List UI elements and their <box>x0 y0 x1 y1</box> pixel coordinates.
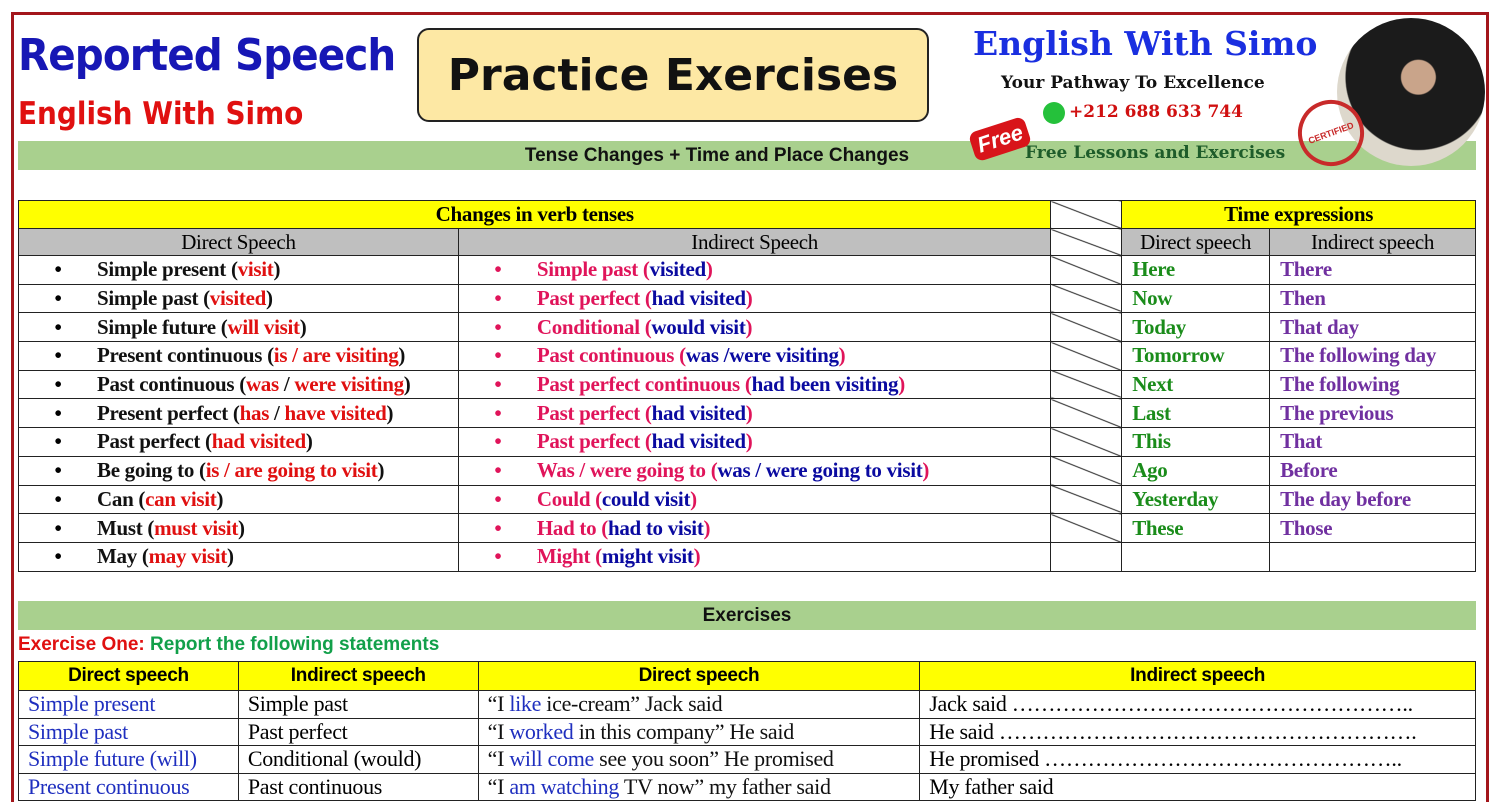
logo-lessons: Free Lessons and Exercises <box>1025 143 1286 163</box>
text-segment: will visit <box>227 314 300 339</box>
text-segment: had visited <box>211 429 306 454</box>
time-direct-cell <box>1122 542 1270 571</box>
diagonal-cell <box>1051 456 1122 485</box>
bullet-icon: • <box>494 544 502 569</box>
indirect-header: Indirect Speech <box>458 229 1051 256</box>
text-segment: ) <box>386 400 394 425</box>
time-indirect-cell: The following day <box>1270 342 1476 371</box>
diagonal-cell <box>1051 370 1122 399</box>
ex-indirect-tense: Past continuous <box>238 773 478 801</box>
direct-tense-cell <box>19 370 459 399</box>
text-segment: is / are going to visit <box>205 458 378 483</box>
text-segment: ) <box>403 372 411 397</box>
text-segment: ) <box>398 343 406 368</box>
text-segment: ) <box>216 486 224 511</box>
diagonal-cell <box>1051 428 1122 457</box>
text-segment: ) <box>838 343 846 368</box>
text-segment: ) <box>898 372 905 397</box>
time-table-title: Time expressions <box>1122 201 1476 229</box>
exercise-row <box>19 691 1476 719</box>
text-segment: like <box>509 691 542 717</box>
time-indirect-cell: The following <box>1270 370 1476 399</box>
free-badge: Free <box>968 116 1033 163</box>
text-segment: Be going to ( <box>97 458 206 483</box>
text-segment: ) <box>226 544 234 569</box>
text-segment: had visited <box>651 429 746 454</box>
direct-tense-cell <box>19 284 459 313</box>
ex-header-indirect: Indirect speech <box>238 662 478 691</box>
text-segment: Present perfect ( <box>97 400 240 425</box>
certified-seal-icon: CERTIFIED <box>1289 91 1374 176</box>
time-indirect-cell: There <box>1270 256 1476 285</box>
bullet-icon: • <box>494 286 502 311</box>
text-segment: will come <box>509 746 594 772</box>
text-segment: ) <box>266 286 273 311</box>
bullet-icon: • <box>54 286 62 311</box>
diagonal-cell <box>1051 399 1122 428</box>
time-direct-cell: Today <box>1122 313 1270 342</box>
indirect-tense-cell <box>458 256 1051 285</box>
bullet-icon: • <box>54 372 62 397</box>
text-segment: worked <box>509 718 574 744</box>
ex-direct-tense: Simple future (will) <box>19 746 239 774</box>
bullet-icon: • <box>494 400 502 425</box>
text-segment: / <box>269 400 285 425</box>
text-segment: ) <box>299 314 307 339</box>
text-segment: ) <box>377 458 385 483</box>
page-title: Reported Speech <box>18 30 396 81</box>
text-segment: Present continuous ( <box>97 343 274 368</box>
text-segment: Past perfect continuous ( <box>536 372 752 397</box>
text-segment: May ( <box>97 544 149 569</box>
time-direct-cell: These <box>1122 514 1270 543</box>
ex-direct-sentence <box>478 773 920 801</box>
exercise-row <box>19 773 1476 801</box>
ex-header-indirect-sentence: Indirect speech <box>920 662 1476 691</box>
text-segment: Must ( <box>97 515 155 540</box>
text-segment: ) <box>693 544 701 569</box>
ex-direct-sentence <box>478 691 920 719</box>
bullet-icon: • <box>494 458 502 483</box>
text-segment: ) <box>745 314 753 339</box>
time-direct-header: Direct speech <box>1122 229 1270 256</box>
text-segment: had been visiting <box>751 372 899 397</box>
text-segment: Could ( <box>536 486 602 511</box>
bullet-icon: • <box>494 486 502 511</box>
bullet-icon: • <box>494 343 502 368</box>
time-direct-cell: Yesterday <box>1122 485 1270 514</box>
indirect-tense-cell <box>458 313 1051 342</box>
text-segment: ice-cream” Jack said <box>541 691 723 717</box>
time-direct-cell: Ago <box>1122 456 1270 485</box>
text-segment: ) <box>690 486 697 511</box>
tense-row <box>19 514 1476 543</box>
time-indirect-cell: Then <box>1270 284 1476 313</box>
time-indirect-cell: Before <box>1270 456 1476 485</box>
verb-tense-table <box>18 200 1476 572</box>
text-segment: Past perfect ( <box>536 429 652 454</box>
text-segment: in this company” He said <box>573 718 794 744</box>
indirect-tense-cell <box>458 485 1051 514</box>
text-segment: ) <box>305 429 313 454</box>
text-segment: Past perfect ( <box>536 400 652 425</box>
topic-bar: Tense Changes + Time and Place Changes <box>18 141 1476 170</box>
text-segment: visited <box>209 286 267 311</box>
text-segment: ) <box>705 257 713 282</box>
diagonal-cell <box>1051 201 1122 229</box>
time-direct-cell: Tomorrow <box>1122 342 1270 371</box>
bullet-icon: • <box>494 429 502 454</box>
time-indirect-cell: That <box>1270 428 1476 457</box>
ex-header-direct-sentence: Direct speech <box>478 662 920 691</box>
exercise-number: Exercise One: <box>18 634 145 655</box>
exercise-instruction: Report the following statements <box>144 634 440 655</box>
bullet-icon: • <box>54 343 62 368</box>
time-direct-cell: Now <box>1122 284 1270 313</box>
text-segment: was / were going to visit <box>717 458 923 483</box>
logo-tagline: Your Pathway To Excellence <box>1001 73 1265 93</box>
text-segment: ) <box>745 429 753 454</box>
bullet-icon: • <box>54 429 62 454</box>
exercises-bar: Exercises <box>18 601 1476 630</box>
text-segment: ) <box>745 400 753 425</box>
text-segment: visit <box>237 257 274 282</box>
text-segment: would visit <box>651 314 746 339</box>
tense-row <box>19 370 1476 399</box>
ex-direct-tense: Simple present <box>19 691 239 719</box>
text-segment: see you soon” He promised <box>593 746 834 772</box>
text-segment: Might ( <box>536 544 602 569</box>
diagonal-cell <box>1051 284 1122 313</box>
indirect-tense-cell <box>458 514 1051 543</box>
bullet-icon: • <box>494 372 502 397</box>
diagonal-cell <box>1051 514 1122 543</box>
text-segment: is / are visiting <box>273 343 399 368</box>
time-indirect-cell: That day <box>1270 313 1476 342</box>
page-subtitle: English With Simo <box>18 96 304 132</box>
ex-direct-sentence <box>478 718 920 746</box>
text-segment: can visit <box>145 486 217 511</box>
diagonal-cell <box>1051 313 1122 342</box>
time-indirect-cell: The previous <box>1270 399 1476 428</box>
bullet-icon: • <box>54 314 62 339</box>
tense-row <box>19 456 1476 485</box>
bullet-icon: • <box>54 257 62 282</box>
text-segment: Can ( <box>97 486 146 511</box>
direct-tense-cell <box>19 542 459 571</box>
text-segment: “I <box>487 773 510 799</box>
exercise-one-label <box>18 634 439 656</box>
text-segment: ) <box>703 515 711 540</box>
logo-name: English With Simo <box>973 24 1318 63</box>
bullet-icon: • <box>54 515 62 540</box>
text-segment: was <box>245 372 279 397</box>
time-indirect-cell: Those <box>1270 514 1476 543</box>
diagonal-cell <box>1051 229 1122 256</box>
ex-direct-tense: Present continuous <box>19 773 239 801</box>
diagonal-cell <box>1051 256 1122 285</box>
text-segment: had visited <box>651 286 746 311</box>
ex-answer-line: Jack said ……………………………………………….. <box>920 691 1476 719</box>
indirect-tense-cell <box>458 542 1051 571</box>
exercise-row <box>19 746 1476 774</box>
indirect-tense-cell <box>458 284 1051 313</box>
ex-direct-tense: Simple past <box>19 718 239 746</box>
diagonal-cell <box>1051 342 1122 371</box>
text-segment: “I <box>487 746 510 772</box>
bullet-icon: • <box>54 544 62 569</box>
indirect-tense-cell <box>458 428 1051 457</box>
exercise-row <box>19 718 1476 746</box>
direct-header: Direct Speech <box>19 229 459 256</box>
text-segment: has <box>239 400 270 425</box>
text-segment: had to visit <box>607 515 704 540</box>
ex-answer-line: My father said <box>920 773 1476 801</box>
indirect-tense-cell <box>458 370 1051 399</box>
ex-answer-line: He said …………………………………………………. <box>920 718 1476 746</box>
tense-row <box>19 428 1476 457</box>
diagonal-cell <box>1051 485 1122 514</box>
text-segment: could visit <box>601 486 691 511</box>
text-segment: Simple past ( <box>97 286 210 311</box>
time-direct-cell: Last <box>1122 399 1270 428</box>
text-segment: “I <box>487 691 510 717</box>
text-segment: / <box>278 372 295 397</box>
text-segment: Was / were going to ( <box>536 458 718 483</box>
indirect-tense-cell <box>458 456 1051 485</box>
direct-tense-cell <box>19 342 459 371</box>
ex-answer-line: He promised ………………………………………….. <box>920 746 1476 774</box>
bullet-icon: • <box>494 257 502 282</box>
practice-exercises-banner: Practice Exercises <box>417 28 929 122</box>
text-segment: ) <box>745 286 753 311</box>
text-segment: Past continuous ( <box>536 343 686 368</box>
tense-table-title: Changes in verb tenses <box>19 201 1051 229</box>
text-segment: Simple past ( <box>536 257 650 282</box>
time-direct-cell: Next <box>1122 370 1270 399</box>
bullet-icon: • <box>54 486 62 511</box>
direct-tense-cell <box>19 313 459 342</box>
ex-direct-sentence <box>478 746 920 774</box>
brand-logo <box>965 18 1485 170</box>
text-segment: ) <box>238 515 245 540</box>
text-segment: might visit <box>601 544 694 569</box>
direct-tense-cell <box>19 485 459 514</box>
time-indirect-cell <box>1270 542 1476 571</box>
tense-row <box>19 256 1476 285</box>
text-segment: Had to ( <box>536 515 608 540</box>
text-segment: visited <box>649 257 706 282</box>
ex-header-direct: Direct speech <box>19 662 239 691</box>
time-indirect-cell: The day before <box>1270 485 1476 514</box>
text-segment: have visited <box>284 400 387 425</box>
text-segment: TV now” my father said <box>619 773 831 799</box>
bullet-icon: • <box>494 314 502 339</box>
direct-tense-cell <box>19 456 459 485</box>
ex-indirect-tense: Past perfect <box>238 718 478 746</box>
direct-tense-cell <box>19 399 459 428</box>
text-segment: Simple future ( <box>97 314 228 339</box>
bullet-icon: • <box>54 400 62 425</box>
text-segment: Simple present ( <box>97 257 238 282</box>
exercise-table <box>18 661 1476 801</box>
indirect-tense-cell <box>458 399 1051 428</box>
time-direct-cell: This <box>1122 428 1270 457</box>
text-segment: Conditional ( <box>536 314 652 339</box>
indirect-tense-cell <box>458 342 1051 371</box>
text-segment: had visited <box>651 400 746 425</box>
tense-row <box>19 313 1476 342</box>
tense-row <box>19 342 1476 371</box>
time-direct-cell: Here <box>1122 256 1270 285</box>
direct-tense-cell <box>19 514 459 543</box>
ex-indirect-tense: Simple past <box>238 691 478 719</box>
ex-indirect-tense: Conditional (would) <box>238 746 478 774</box>
text-segment: may visit <box>148 544 227 569</box>
whatsapp-icon <box>1043 102 1065 124</box>
diagonal-cell <box>1051 542 1122 571</box>
bullet-icon: • <box>54 458 62 483</box>
tense-row <box>19 399 1476 428</box>
text-segment: ) <box>922 458 930 483</box>
tense-row <box>19 485 1476 514</box>
direct-tense-cell <box>19 428 459 457</box>
text-segment: “I <box>487 718 510 744</box>
text-segment: am watching <box>509 773 620 799</box>
tense-row <box>19 284 1476 313</box>
text-segment: Past perfect ( <box>97 429 212 454</box>
text-segment: Past perfect ( <box>536 286 652 311</box>
text-segment: were visiting <box>294 372 404 397</box>
bullet-icon: • <box>494 515 502 540</box>
text-segment: must visit <box>154 515 239 540</box>
time-indirect-header: Indirect speech <box>1270 229 1476 256</box>
direct-tense-cell <box>19 256 459 285</box>
logo-phone: +212 688 633 744 <box>1069 102 1243 122</box>
text-segment: Past continuous ( <box>97 372 246 397</box>
text-segment: ) <box>273 257 281 282</box>
tense-row <box>19 542 1476 571</box>
text-segment: was /were visiting <box>685 343 839 368</box>
